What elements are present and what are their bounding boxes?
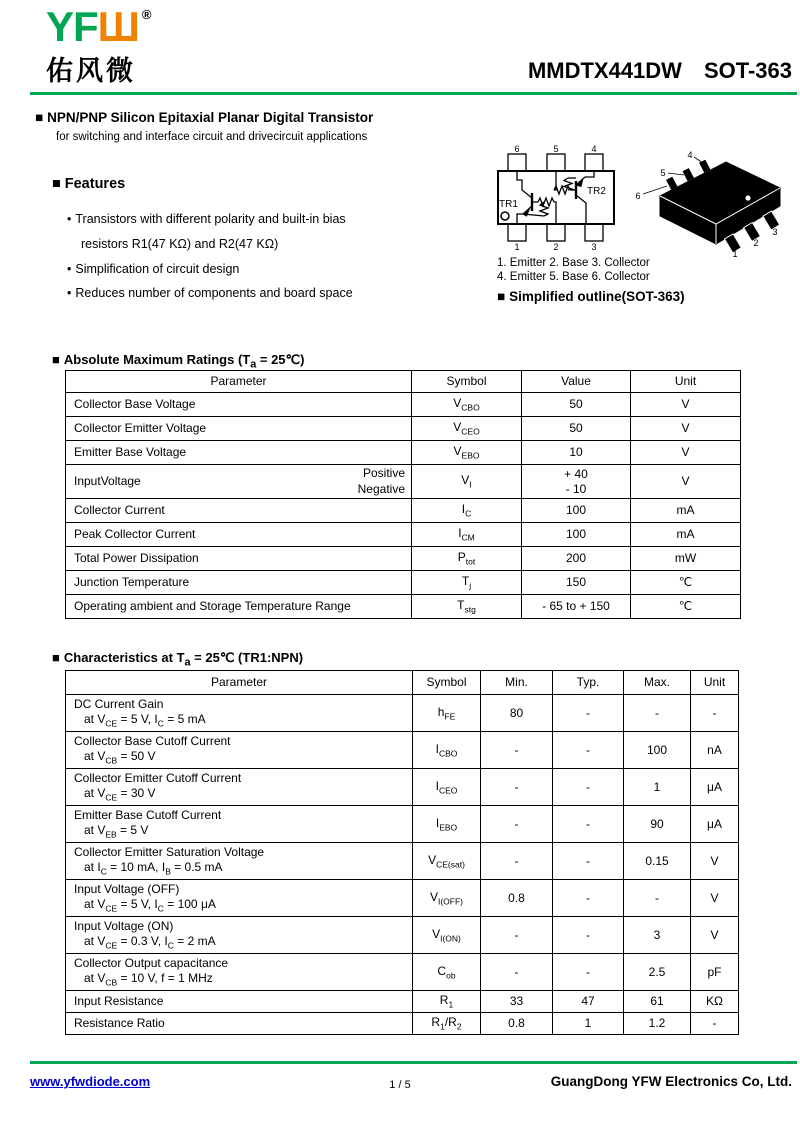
value-cell: 150 (522, 571, 631, 595)
typ-cell: 1 (553, 1013, 624, 1035)
table-header-row (66, 371, 741, 393)
abs-max-table-body (66, 393, 741, 619)
unit-cell: KΩ (691, 991, 739, 1013)
page-title (528, 58, 792, 84)
device-description-text: NPN/PNP Silicon Epitaxial Planar Digital Transistor (47, 110, 374, 125)
parameter-cell: Collector Base Voltage (66, 393, 412, 417)
column-header: Max. (624, 671, 691, 695)
feature-item (81, 237, 278, 251)
pinout-schematic (492, 144, 620, 252)
symbol-cell: $P_{tot}$ (412, 547, 522, 571)
symbol-cell: $V_{CEO}$ (412, 417, 522, 441)
table-row (66, 547, 741, 571)
table-row (66, 991, 739, 1013)
features-section-title (52, 176, 125, 192)
parameter-cell: Collector Output capacitance at $V_{CB} = 10$ V, f = 1 MHz (66, 954, 413, 991)
feature-item (67, 286, 353, 300)
logo-w-mark: Ш (97, 3, 139, 50)
value-cell: 100 (522, 523, 631, 547)
min-cell: 0.8 (481, 880, 553, 917)
table-row (66, 465, 741, 499)
symbol-cell: $I_{CEO}$ (413, 769, 481, 806)
pin-number-label: 2 (753, 238, 759, 248)
table-row (66, 499, 741, 523)
section-marker-icon: ■ (52, 352, 60, 367)
symbol-cell: $V_{CE(sat)}$ (413, 843, 481, 880)
outline-caption (497, 289, 685, 304)
parameter-cell: Total Power Dissipation (66, 547, 412, 571)
table-row (66, 732, 739, 769)
column-header: Unit (691, 671, 739, 695)
max-cell: 1.2 (624, 1013, 691, 1035)
min-cell: - (481, 843, 553, 880)
symbol-cell: $V_{I(ON)}$ (413, 917, 481, 954)
table-row (66, 769, 739, 806)
tr1-label: TR1 (499, 199, 518, 210)
min-cell: 33 (481, 991, 553, 1013)
max-cell: 61 (624, 991, 691, 1013)
parameter-cell: Collector Emitter Saturation Voltage at $I_C = 10$ mA, $I_B = 0.5$ mA (66, 843, 413, 880)
parameter-cell: Collector Emitter Cutoff Current at $V_{CE} = 30$ V (66, 769, 413, 806)
min-cell: - (481, 769, 553, 806)
symbol-cell: $h_{FE}$ (413, 695, 481, 732)
min-cell: - (481, 732, 553, 769)
unit-cell: ℃ (631, 595, 741, 619)
table-header-row (66, 671, 739, 695)
parameter-cell: Input Resistance (66, 991, 413, 1013)
parameter-cell: Input Voltage (OFF) at $V_{CE} = 5$ V, $I_C = 100$ μA (66, 880, 413, 917)
parameter-cell: Emitter Base Voltage (66, 441, 412, 465)
parameter-cell: Collector Current (66, 499, 412, 523)
symbol-cell: $V_{EBO}$ (412, 441, 522, 465)
unit-cell: μA (691, 769, 739, 806)
device-description-title (35, 110, 373, 125)
pin-description-line1: 1. Emitter 2. Base 3. Collector (497, 257, 650, 269)
unit-cell: pF (691, 954, 739, 991)
symbol-cell: $R_1/R_2$ (413, 1013, 481, 1035)
feature-item (67, 262, 239, 276)
parameter-cell: InputVoltage Positive Negative (66, 465, 412, 499)
unit-cell: ℃ (631, 571, 741, 595)
characteristics-section-title (52, 650, 303, 669)
unit-cell: mW (631, 547, 741, 571)
unit-cell: V (631, 417, 741, 441)
table-row (66, 806, 739, 843)
parameter-cell: Operating ambient and Storage Temperature Range (66, 595, 412, 619)
symbol-cell: $V_{CBO}$ (412, 393, 522, 417)
max-cell: 90 (624, 806, 691, 843)
typ-cell: - (553, 769, 624, 806)
package-name: SOT-363 (703, 58, 792, 83)
typ-cell: 47 (553, 991, 624, 1013)
column-header: Unit (631, 371, 741, 393)
section-marker-icon: ■ (52, 650, 60, 665)
max-cell: 0.15 (624, 843, 691, 880)
table-row (66, 441, 741, 465)
symbol-cell: $T_{stg}$ (412, 595, 522, 619)
logo-wordmark (46, 3, 151, 50)
pin-number-label: 3 (591, 242, 597, 252)
outline-caption-text: Simplified outline(SOT-363) (509, 289, 685, 304)
symbol-cell: $C_{ob}$ (413, 954, 481, 991)
pin-number-label: 5 (553, 144, 559, 154)
table-row (66, 954, 739, 991)
parameter-cell: Emitter Base Cutoff Current at $V_{EB} = 5$ V (66, 806, 413, 843)
max-cell: - (624, 880, 691, 917)
parameter-cell: Collector Base Cutoff Current at $V_{CB} = 50$ V (66, 732, 413, 769)
feature-text: Simplification of circuit design (75, 262, 240, 276)
min-cell: - (481, 917, 553, 954)
table-row (66, 843, 739, 880)
column-header: Symbol (413, 671, 481, 695)
pin-description-line2: 4. Emitter 5. Base 6. Collector (497, 271, 650, 283)
absolute-maximum-ratings-table (65, 370, 741, 619)
registered-trademark-icon: ® (141, 7, 151, 22)
pin-number-label: 4 (591, 144, 597, 154)
typ-cell: - (553, 917, 624, 954)
parameter-cell: DC Current Gain at $V_{CE} = 5$ V, $I_C = 5$ mA (66, 695, 413, 732)
column-header: Parameter (66, 671, 413, 695)
max-cell: 100 (624, 732, 691, 769)
max-cell: 1 (624, 769, 691, 806)
unit-cell: - (691, 695, 739, 732)
max-cell: 2.5 (624, 954, 691, 991)
typ-cell: - (553, 695, 624, 732)
page-number: 1 / 5 (389, 1079, 411, 1091)
table-row (66, 417, 741, 441)
feature-text: resistors R1(47 KΩ) and R2(47 KΩ) (81, 237, 279, 251)
unit-cell: - (691, 1013, 739, 1035)
column-header: Parameter (66, 371, 412, 393)
value-cell: 50 (522, 417, 631, 441)
parameter-cell: Junction Temperature (66, 571, 412, 595)
column-header: Value (522, 371, 631, 393)
table-row (66, 917, 739, 954)
column-header: Symbol (412, 371, 522, 393)
symbol-cell: $R_1$ (413, 991, 481, 1013)
pin-number-label: 5 (660, 168, 666, 178)
pin-number-label: 4 (687, 150, 693, 160)
symbol-cell: $T_j$ (412, 571, 522, 595)
value-cell: 100 (522, 499, 631, 523)
pin-number-label: 6 (635, 191, 641, 201)
typ-cell: - (553, 954, 624, 991)
part-number: MMDTX441DW (527, 58, 682, 83)
symbol-cell: $V_{I(OFF)}$ (413, 880, 481, 917)
website-link[interactable]: www.yfwdiode.com (30, 1074, 151, 1089)
min-cell: 0.8 (481, 1013, 553, 1035)
symbol-cell: $I_{EBO}$ (413, 806, 481, 843)
pin-number-label: 6 (514, 144, 520, 154)
characteristics-table (65, 670, 739, 1035)
unit-cell: V (631, 393, 741, 417)
symbol-cell: $V_I$ (412, 465, 522, 499)
footer-divider (30, 1061, 797, 1064)
brand-logo (46, 3, 151, 88)
min-cell: - (481, 954, 553, 991)
table-row (66, 695, 739, 732)
feature-text: Transistors with different polarity and built-in bias (75, 212, 346, 226)
table-row (66, 393, 741, 417)
unit-cell: V (631, 465, 741, 499)
bullet-icon: • (67, 286, 72, 300)
max-cell: 3 (624, 917, 691, 954)
value-cell: + 40 - 10 (522, 465, 631, 499)
abs-max-section-title (52, 352, 304, 371)
unit-cell: μA (691, 806, 739, 843)
symbol-cell: $I_{CM}$ (412, 523, 522, 547)
symbol-cell: $I_{CBO}$ (413, 732, 481, 769)
pin-number-label: 1 (514, 242, 520, 252)
parameter-cell: Peak Collector Current (66, 523, 412, 547)
characteristics-table-body (66, 695, 739, 1035)
package-3d-outline (630, 146, 790, 258)
pin-number-label: 3 (772, 227, 778, 237)
section-marker-icon: ■ (35, 110, 44, 125)
bullet-icon: • (67, 262, 72, 276)
abs-max-title-text: Absolute Maximum Ratings ($T_a$ = 25℃) (63, 352, 305, 371)
unit-cell: nA (691, 732, 739, 769)
symbol-cell: $I_C$ (412, 499, 522, 523)
unit-cell: V (691, 843, 739, 880)
table-row (66, 571, 741, 595)
column-header: Typ. (553, 671, 624, 695)
bullet-icon: • (67, 212, 72, 226)
unit-cell: V (631, 441, 741, 465)
max-cell: - (624, 695, 691, 732)
feature-text: Reduces number of components and board space (75, 286, 353, 300)
value-cell: 10 (522, 441, 631, 465)
feature-item (67, 212, 346, 226)
parameter-cell: Collector Emitter Voltage (66, 417, 412, 441)
section-marker-icon: ■ (52, 176, 61, 192)
column-header: Min. (481, 671, 553, 695)
unit-cell: V (691, 917, 739, 954)
value-cell: - 65 to + 150 (522, 595, 631, 619)
tr2-label: TR2 (587, 186, 606, 197)
table-row (66, 523, 741, 547)
company-name: GuangDong YFW Electronics Co, Ltd. (550, 1074, 792, 1089)
parameter-cell: Input Voltage (ON) at $V_{CE} = 0.3$ V, $I_C = 2$ mA (66, 917, 413, 954)
unit-cell: mA (631, 499, 741, 523)
characteristics-title-text: Characteristics at $T_a$ = 25℃ (TR1:NPN) (63, 650, 304, 669)
min-cell: - (481, 806, 553, 843)
table-row (66, 595, 741, 619)
min-cell: 80 (481, 695, 553, 732)
pin-number-label: 2 (553, 242, 559, 252)
unit-cell: mA (631, 523, 741, 547)
typ-cell: - (553, 880, 624, 917)
typ-cell: - (553, 843, 624, 880)
device-description-subtitle: for switching and interface circuit and drivecircuit applications (56, 131, 368, 143)
section-marker-icon: ■ (497, 289, 506, 304)
typ-cell: - (553, 806, 624, 843)
table-row (66, 880, 739, 917)
features-title-text: Features (64, 176, 126, 192)
logo-chinese-name: 佑风微 (46, 56, 136, 86)
header-divider (30, 92, 797, 95)
parameter-cell: Resistance Ratio (66, 1013, 413, 1035)
value-cell: 200 (522, 547, 631, 571)
pin-number-label: 1 (732, 249, 738, 258)
typ-cell: - (553, 732, 624, 769)
value-cell: 50 (522, 393, 631, 417)
table-row (66, 1013, 739, 1035)
unit-cell: V (691, 880, 739, 917)
logo-yf-letters: YF (46, 3, 98, 50)
